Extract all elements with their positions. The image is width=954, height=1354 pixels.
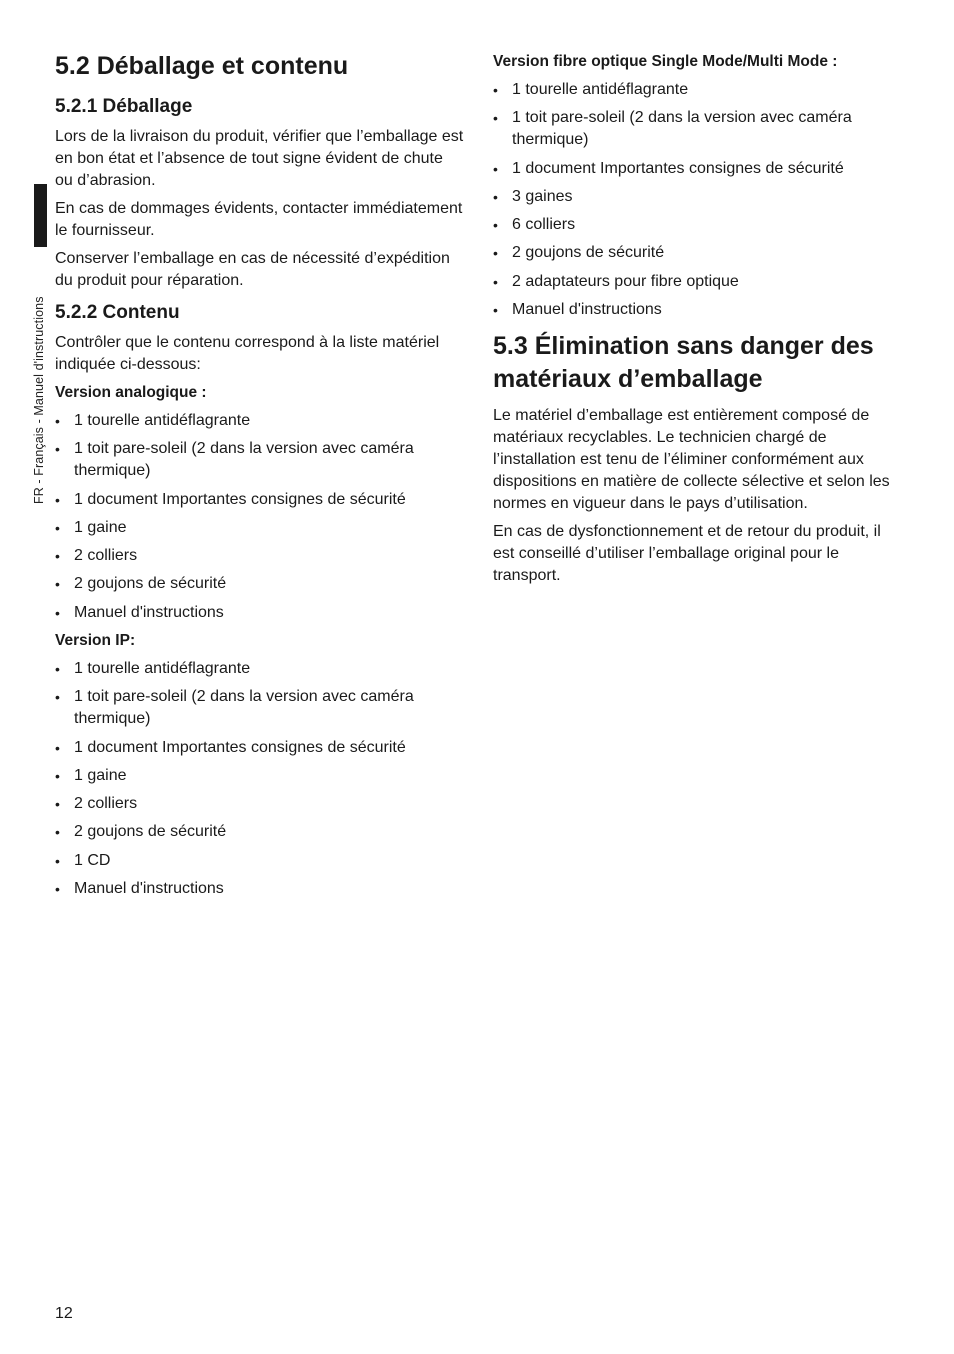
bullet-icon: •: [55, 413, 60, 429]
bullet-icon: •: [493, 245, 498, 262]
section-5-2-title: 5.2 Déballage et contenu: [55, 52, 349, 80]
section-5-2-2-title: 5.2.2 Contenu: [55, 302, 180, 323]
ip-items-list: [55, 658, 465, 906]
list-item: • 1 CD: [55, 850, 465, 872]
list-item: • 1 tourelle antidéflagrante: [493, 79, 903, 101]
bullet-icon: •: [55, 576, 60, 593]
list-item: • 2 goujons de sécurité: [55, 821, 465, 843]
bullet-icon: •: [493, 273, 498, 290]
bullet-icon: •: [55, 852, 60, 869]
bullet-icon: •: [55, 548, 60, 565]
list-item: • 2 goujons de sécurité: [55, 573, 465, 595]
section-5-2-1-title: 5.2.1 Déballage: [55, 96, 193, 117]
bullet-icon: •: [493, 217, 498, 234]
paragraph-unpacking-3: Conserver l’emballage en cas de nécessité d’expédition du produit pour réparation.: [55, 250, 450, 289]
bullet-icon: •: [55, 881, 60, 898]
bullet-icon: •: [493, 160, 498, 177]
paragraph-disposal-2: En cas de dysfonctionnement et de retour du produit, il est conseillé d’utiliser l’emballage original pour le transport.: [493, 523, 881, 584]
analog-version-label: Version analogique :: [55, 384, 207, 401]
ip-version-label: Version IP:: [55, 632, 136, 649]
bullet-icon: •: [55, 739, 60, 756]
bullet-icon: •: [55, 491, 60, 508]
bullet-icon: •: [493, 110, 498, 127]
bullet-icon: •: [55, 689, 60, 706]
list-item: • 2 goujons de sécurité: [493, 242, 903, 264]
fiber-items-list: [493, 79, 903, 327]
analog-items-list: [55, 410, 465, 630]
list-item: • 1 toit pare-soleil (2 dans la version avec caméra thermique): [55, 440, 414, 480]
bullet-icon: •: [493, 302, 498, 319]
paragraph-unpacking-1: Lors de la livraison du produit, vérifier que l’emballage est en bon état et l’absence de tout signe évident de chute ou d’abrasion.: [55, 128, 464, 189]
list-item: • 1 gaine: [55, 765, 465, 787]
list-item: • 6 colliers: [493, 214, 903, 236]
section-5-3-title: 5.3 Élimination sans danger des matériaux d’emballage: [493, 332, 874, 393]
list-item: • 2 colliers: [55, 793, 465, 815]
list-item: • 2 colliers: [55, 545, 465, 567]
list-item: • 3 gaines: [493, 186, 903, 208]
list-item: • 1 document Importantes consignes de sécurité: [55, 737, 465, 759]
fiber-version-label: Version fibre optique Single Mode/Multi Mode :: [493, 53, 838, 70]
list-item: • 2 adaptateurs pour fibre optique: [493, 271, 903, 293]
list-item: • Manuel d'instructions: [55, 878, 465, 900]
paragraph-contents: Contrôler que le contenu correspond à la liste matériel indiquée ci-dessous:: [55, 334, 440, 373]
bullet-icon: •: [55, 767, 60, 784]
bullet-icon: •: [55, 441, 60, 458]
list-item: • 1 document Importantes consignes de sécurité: [55, 489, 465, 511]
bullet-icon: •: [55, 519, 60, 536]
bullet-icon: •: [55, 604, 60, 621]
bullet-icon: •: [55, 661, 60, 677]
paragraph-disposal-1: Le matériel d’emballage est entièrement composé de matériaux recyclables. Le technicien chargé de l’installation est tenu de l’éliminer conformément aux dispositions en matière de collecte sélective et selon les normes en vigueur dans le pays d’utilisation.: [493, 407, 890, 512]
page-number: 12: [55, 1305, 73, 1322]
list-item: • 1 document Importantes consignes de sécurité: [493, 158, 903, 180]
bullet-icon: •: [493, 188, 498, 205]
list-item: • 1 gaine: [55, 517, 465, 539]
list-item: • 1 tourelle antidéflagrante: [55, 410, 465, 432]
bullet-icon: •: [493, 82, 498, 98]
side-label: FR - Français - Manuel d'instructions: [32, 296, 46, 504]
list-item: • 1 tourelle antidéflagrante: [55, 658, 465, 680]
side-tab-marker: [34, 184, 47, 247]
bullet-icon: •: [55, 796, 60, 813]
list-item: • Manuel d'instructions: [493, 299, 903, 321]
list-item: • 1 toit pare-soleil (2 dans la version avec caméra thermique): [55, 688, 414, 728]
bullet-icon: •: [55, 824, 60, 841]
list-item: • Manuel d'instructions: [55, 602, 465, 624]
paragraph-unpacking-2: En cas de dommages évidents, contacter immédiatement le fournisseur.: [55, 200, 463, 239]
list-item: • 1 toit pare-soleil (2 dans la version avec caméra thermique): [493, 109, 852, 149]
